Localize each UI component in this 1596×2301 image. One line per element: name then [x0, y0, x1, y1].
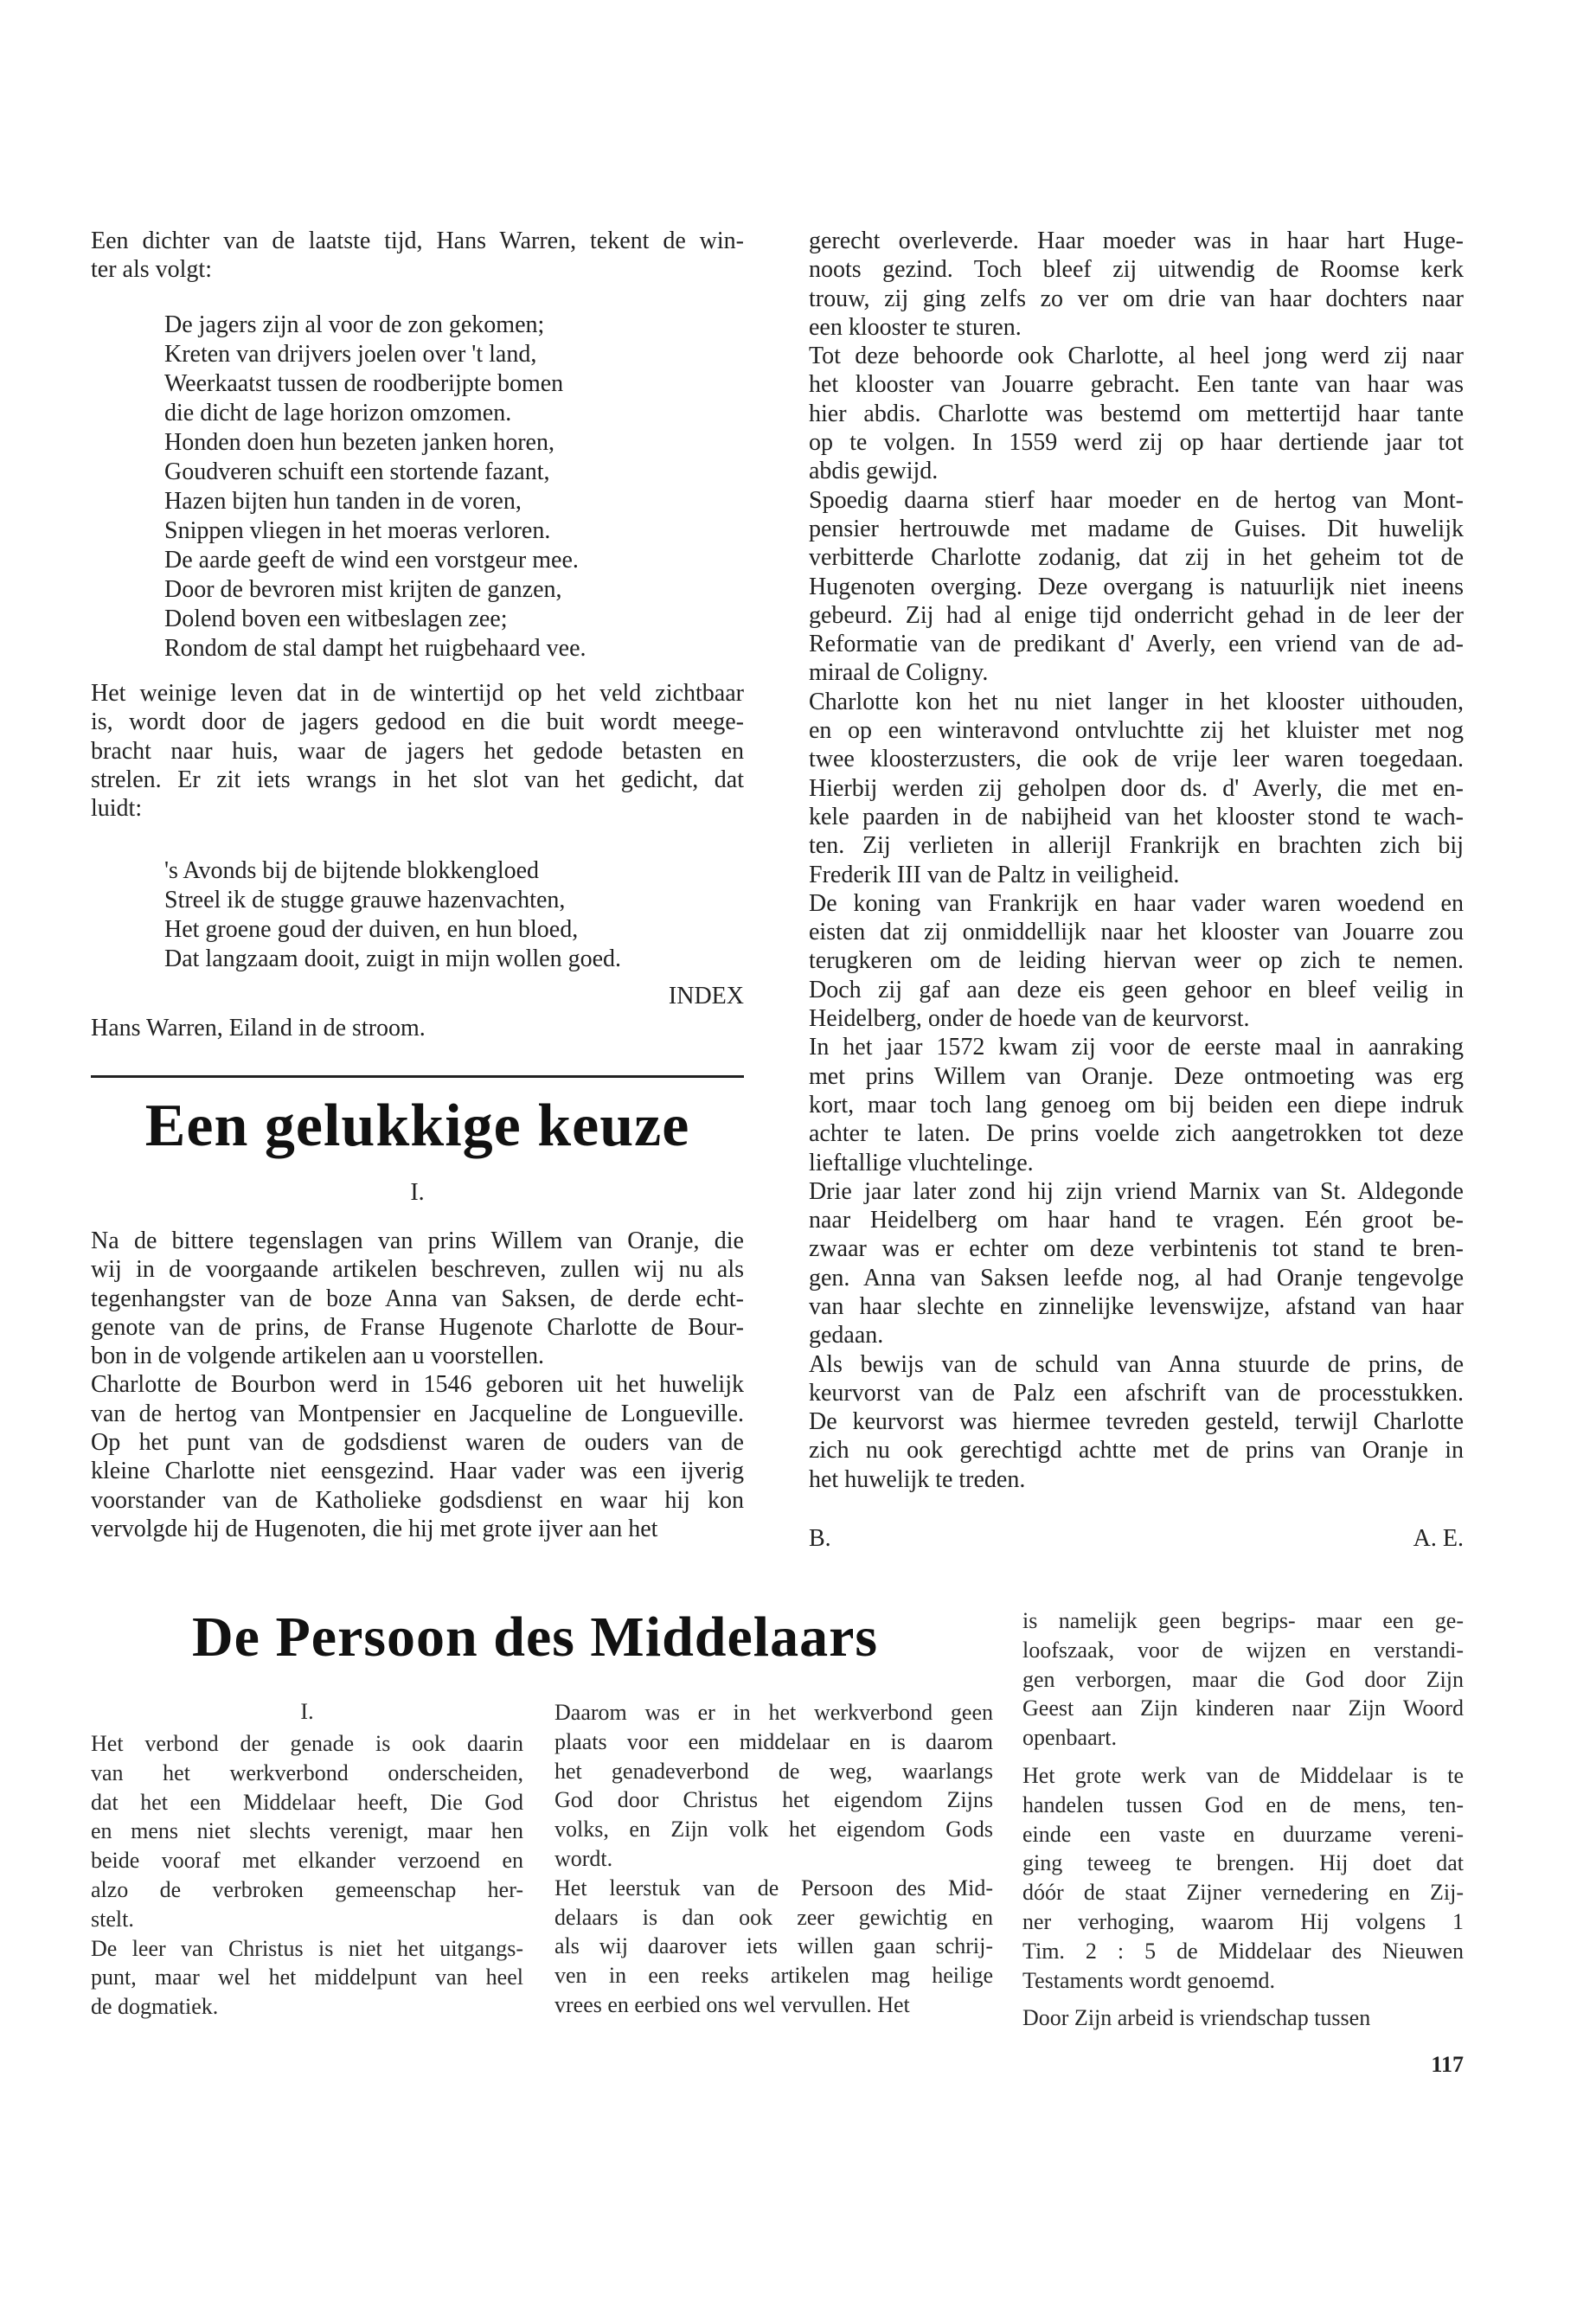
text-line: Charlotte kon het nu niet langer in het klooster uithouden, — [809, 688, 1464, 715]
text-line: Testaments wordt genoemd. — [1022, 1967, 1276, 1993]
text-line: miraal de Coligny. — [809, 659, 989, 687]
text-line: Spoedig daarna stierf haar moeder en de hertog van Mont- — [809, 486, 1464, 514]
text-line: plaats voor een middelaar en is daarom — [554, 1728, 993, 1754]
paragraph-gap — [1022, 1995, 1464, 2003]
text-line: kele paarden in de nabijheid van het klooster stond te wach- — [809, 803, 1464, 830]
text-line: en mens niet slechts verenigt, maar hen — [91, 1818, 523, 1844]
text-line: op te volgen. In 1559 werd zij op haar dertiende jaar tot — [809, 429, 1464, 457]
poem-source: Hans Warren, Eiland in de stroom. — [91, 1015, 426, 1042]
text-line: en op een winteravond ontvluchtte zij het kluister met nog — [809, 717, 1464, 745]
text-line: delaars is dan ook zeer gewichtig en — [554, 1904, 993, 1930]
text-line: van het werkverbond onderscheiden, — [91, 1759, 523, 1785]
paragraph — [809, 1033, 1464, 1176]
text-line: lieftallige vluchtelinge. — [809, 1149, 1034, 1176]
text-line: naar Heidelberg om haar hand te vragen. Eén groot be- — [809, 1207, 1464, 1234]
text-line: voorstander van de Katholieke godsdienst en waar hij kon — [91, 1486, 744, 1514]
text-line: De koning van Frankrijk en haar vader waren woedend en — [809, 889, 1464, 917]
verse-line: 's Avonds bij de bijtende blokkengloed — [164, 857, 540, 884]
verse-line: Snippen vliegen in het moeras verloren. — [164, 517, 551, 544]
text-line: punt, maar wel het middelpunt van heel — [91, 1965, 523, 1990]
text-line: Reformatie van de predikant d' Averly, een vriend van de ad- — [809, 631, 1464, 658]
commentary-paragraph — [91, 679, 744, 823]
text-line: Na de bittere tegenslagen van prins Willem van Oranje, die — [91, 1227, 744, 1254]
text-line: keurvorst van de Palz een afschrift van de processtukken. — [809, 1379, 1464, 1407]
text-line: het genadeverbond de weg, waarlangs — [554, 1758, 993, 1784]
text-line: het klooster van Jouarre gebracht. Een tante van haar was — [809, 371, 1464, 399]
text-line: Het grote werk van de Middelaar is te — [1022, 1762, 1464, 1788]
text-line: vrees en eerbied ons wel vervullen. Het — [554, 1991, 910, 2017]
signature-left: B. — [809, 1525, 831, 1552]
verse-line: Streel ik de stugge grauwe hazenvachten, — [164, 887, 566, 913]
text-line: van haar slechte en zinnelijke levenswijze, afstand van haar — [809, 1292, 1464, 1320]
text-line: achter te laten. De prins voelde zich aangetrokken tot deze — [809, 1120, 1464, 1148]
article-title: De Persoon des Middelaars — [192, 1606, 879, 1669]
text-line: beide vooraf met elkander verzoend en — [91, 1848, 523, 1874]
text-line: Geest aan Zijn kinderen naar Zijn Woord — [1022, 1695, 1464, 1721]
paragraph — [91, 1227, 744, 1370]
text-line: alzo de verbroken gemeenschap her- — [91, 1876, 523, 1902]
text-line: pensier hertrouwde met madame de Guises. Dit huwelijk — [809, 515, 1464, 542]
text-line: hier abdis. Charlotte was bestemd om mettertijd haar tante — [809, 400, 1464, 427]
paragraph — [1022, 1761, 1464, 1995]
text-line: dóór de staat Zijner vernedering en Zij- — [1022, 1880, 1464, 1906]
verse-line: Weerkaatst tussen de roodberijpte bomen — [164, 370, 564, 397]
text-line: Heidelberg, onder de hoede van de keurvorst. — [809, 1005, 1250, 1033]
text-line: eisten dat zij onmiddellijk naar het klooster van Jouarre zou — [809, 919, 1464, 946]
text-line: Door Zijn arbeid is vriendschap tussen — [1022, 2005, 1371, 2031]
article-column-3 — [1022, 1606, 1464, 2033]
paragraph — [809, 227, 1464, 342]
verse-line: Dolend boven een witbeslagen zee; — [164, 606, 508, 632]
text-line: Hugenoten overging. Deze overgang is natuurlijk niet ineens — [809, 573, 1464, 600]
text-line: Frederik III van de Paltz in veiligheid. — [809, 861, 1180, 888]
text-line: als wij daarover iets willen gaan schrij- — [554, 1933, 993, 1959]
text-line: een klooster te sturen. — [809, 313, 1022, 341]
text-line: Op het punt van de godsdienst waren de ouders van de — [91, 1429, 744, 1457]
poem-closing-stanza — [164, 856, 718, 974]
page-number: 117 — [1431, 2052, 1464, 2077]
text-line: de dogmatiek. — [91, 1994, 219, 2020]
text-line: wordt. — [554, 1845, 613, 1871]
text-line: gen. Anna van Saksen leefde nog, al had Oranje tengevolge — [809, 1264, 1464, 1292]
verse-line: Honden doen hun bezeten janken horen, — [164, 429, 554, 456]
verse-line: De jagers zijn al voor de zon gekomen; — [164, 311, 545, 338]
text-line: met prins Willem van Oranje. Deze ontmoeting was erg — [809, 1062, 1464, 1090]
text-line: ging teweeg te brengen. Hij doet dat — [1022, 1850, 1464, 1876]
text-line: gebeurd. Zij had al enige tijd onderricht gehad in de leer der — [809, 601, 1464, 629]
verse-line: Dat langzaam dooit, zuigt in mijn wollen goed. — [164, 945, 621, 972]
text-line: Tot deze behoorde ook Charlotte, al heel jong werd zij naar — [809, 343, 1464, 370]
text-line: terugkeren om de leiding hiervan weer op zich te nemen. — [809, 947, 1464, 975]
paragraph — [1022, 2003, 1464, 2033]
text-line: abdis gewijd. — [809, 458, 939, 485]
text-line: van de hertog van Montpensier en Jacqueline de Longueville. — [91, 1400, 744, 1427]
article-title: Een gelukkige keuze — [144, 1093, 690, 1159]
text-line: gen verborgen, maar die God door Zijn — [1022, 1666, 1464, 1692]
paragraph — [554, 1874, 993, 2020]
text-line: gedaan. — [809, 1322, 884, 1349]
paragraph — [809, 1350, 1464, 1494]
text-line: zich nu ook gerechtigd achtte met de prins van Oranje in — [809, 1437, 1464, 1465]
text-line: vervolgde hij de Hugenoten, die hij met grote ijver aan het — [91, 1515, 658, 1542]
verse-line: Het groene goud der duiven, en hun bloed, — [164, 916, 579, 943]
text-line: einde een vaste en duurzame vereni- — [1022, 1821, 1464, 1847]
intro-paragraph — [91, 227, 744, 285]
paragraph — [91, 1934, 523, 2022]
paragraph-gap — [1022, 1753, 1464, 1761]
paragraph — [809, 688, 1464, 889]
article-section-number: I. — [410, 1179, 425, 1206]
text-line: Charlotte de Bourbon werd in 1546 geboren uit het huwelijk — [91, 1371, 744, 1399]
text-line: De keurvorst was hiermee tevreden gesteld, terwijl Charlotte — [809, 1408, 1464, 1436]
paragraph — [554, 1698, 993, 1874]
verse-line: Rondom de stal dampt het ruigbehaard vee. — [164, 635, 586, 662]
text-line: De leer van Christus is niet het uitgangs- — [91, 1935, 523, 1961]
verse-line: De aarde geeft de wind een vorstgeur mee. — [164, 547, 579, 574]
text-line: luidt: — [91, 795, 143, 823]
paragraph — [809, 486, 1464, 688]
section-divider — [91, 1075, 744, 1078]
text-line: kort, maar toch lang genoeg om bij beiden een diepe indruk — [809, 1091, 1464, 1118]
paragraph — [91, 1370, 744, 1543]
paragraph — [809, 342, 1464, 485]
text-line: wij in de voorgaande artikelen beschreven, zullen wij nu als — [91, 1256, 744, 1284]
source-tag: INDEX — [668, 983, 744, 1009]
text-line: Het leerstuk van de Persoon des Mid- — [554, 1875, 993, 1900]
article-right-column — [809, 227, 1464, 1494]
text-line: ven in een reeks artikelen mag heilige — [554, 1963, 993, 1989]
article-column-2 — [554, 1698, 993, 2020]
poem-winter — [164, 311, 718, 663]
text-line: openbaart. — [1022, 1725, 1118, 1751]
text-line: twee kloosterzusters, die ook de vrije leer waren toegedaan. — [809, 746, 1464, 773]
text-line: volks, en Zijn volk het eigendom Gods — [554, 1817, 993, 1843]
text-line: Een dichter van de laatste tijd, Hans Warren, tekent de win- — [91, 228, 744, 254]
article-section-number: I. — [300, 1699, 314, 1724]
text-line: gerecht overleverde. Haar moeder was in haar hart Huge- — [809, 228, 1464, 254]
text-line: Het verbond der genade is ook daarin — [91, 1731, 523, 1756]
text-line: Als bewijs van de schuld van Anna stuurde de prins, de — [809, 1350, 1464, 1378]
text-line: is namelijk geen begrips- maar een ge- — [1022, 1608, 1464, 1633]
text-line: Drie jaar later zond hij zijn vriend Marnix van St. Aldegonde — [809, 1177, 1464, 1205]
paragraph — [91, 1729, 523, 1934]
article-left-column — [91, 1227, 744, 1543]
text-line: bracht naar huis, waar de jagers het gedode betasten en — [91, 737, 744, 765]
verse-line: Hazen bijten hun tanden in de voren, — [164, 488, 522, 515]
text-line: trouw, zij ging zelfs zo ver om drie van haar dochters naar — [809, 285, 1464, 312]
text-line: ter als volgt: — [91, 256, 212, 284]
text-line: Doch zij gaf aan deze eis geen gehoor en bleef veilig in — [809, 976, 1464, 1003]
text-line: loofszaak, voor de wijzen en verstandi- — [1022, 1637, 1464, 1663]
text-line: God door Christus het eigendom Zijns — [554, 1787, 993, 1813]
verse-line: Goudveren schuift een stortende fazant, — [164, 458, 550, 485]
text-line: strelen. Er zit iets wrangs in het slot van het gedicht, dat — [91, 766, 744, 793]
text-line: noots gezind. Toch bleef zij uitwendig de Roomse kerk — [809, 256, 1464, 284]
text-line: tegenhangster van de boze Anna van Saksen, de derde echt- — [91, 1285, 744, 1312]
signature-author: A. E. — [1413, 1525, 1464, 1552]
text-line: het huwelijk te treden. — [809, 1465, 1026, 1493]
text-line: kleine Charlotte niet eensgezind. Haar vader was een ijverig — [91, 1458, 744, 1485]
text-line: zwaar was er echter om deze verbintenis tot stand te bren- — [809, 1235, 1464, 1263]
text-line: Tim. 2 : 5 de Middelaar des Nieuwen — [1022, 1938, 1464, 1964]
verse-line: Door de bevroren mist krijten de ganzen, — [164, 576, 562, 603]
text-line: Hierbij werden zij geholpen door ds. d' Averly, die met en- — [809, 774, 1464, 802]
verse-line: die dicht de lage horizon omzomen. — [164, 400, 512, 426]
text-line: In het jaar 1572 kwam zij voor de eerste maal in aanraking — [809, 1034, 1464, 1061]
verse-line: Kreten van drijvers joelen over 't land, — [164, 341, 537, 368]
text-line: Daarom was er in het werkverbond geen — [554, 1700, 993, 1725]
text-line: genote van de prins, de Franse Hugenote Charlotte de Bour- — [91, 1313, 744, 1341]
paragraph — [809, 889, 1464, 1033]
paragraph — [809, 1177, 1464, 1350]
text-line: handelen tussen God en de mens, ten- — [1022, 1791, 1464, 1817]
text-line: verbitterde Charlotte zodanig, dat zij in het geheim tot de — [809, 544, 1464, 572]
text-line: is, wordt door de jagers gedood en die buit wordt meege- — [91, 708, 744, 736]
text-line: Het weinige leven dat in de wintertijd op het veld zichtbaar — [91, 680, 744, 707]
text-line: bon in de volgende artikelen aan u voorstellen. — [91, 1343, 545, 1370]
text-line: ner verhoging, waarom Hij volgens 1 — [1022, 1908, 1464, 1934]
text-line: ten. Zij verlieten in allerijl Frankrijk en brachten zich bij — [809, 832, 1464, 860]
text-line: stelt. — [91, 1906, 134, 1932]
paragraph — [1022, 1606, 1464, 1753]
article-column-1 — [91, 1729, 523, 2022]
text-line: dat het een Middelaar heeft, Die God — [91, 1789, 523, 1815]
